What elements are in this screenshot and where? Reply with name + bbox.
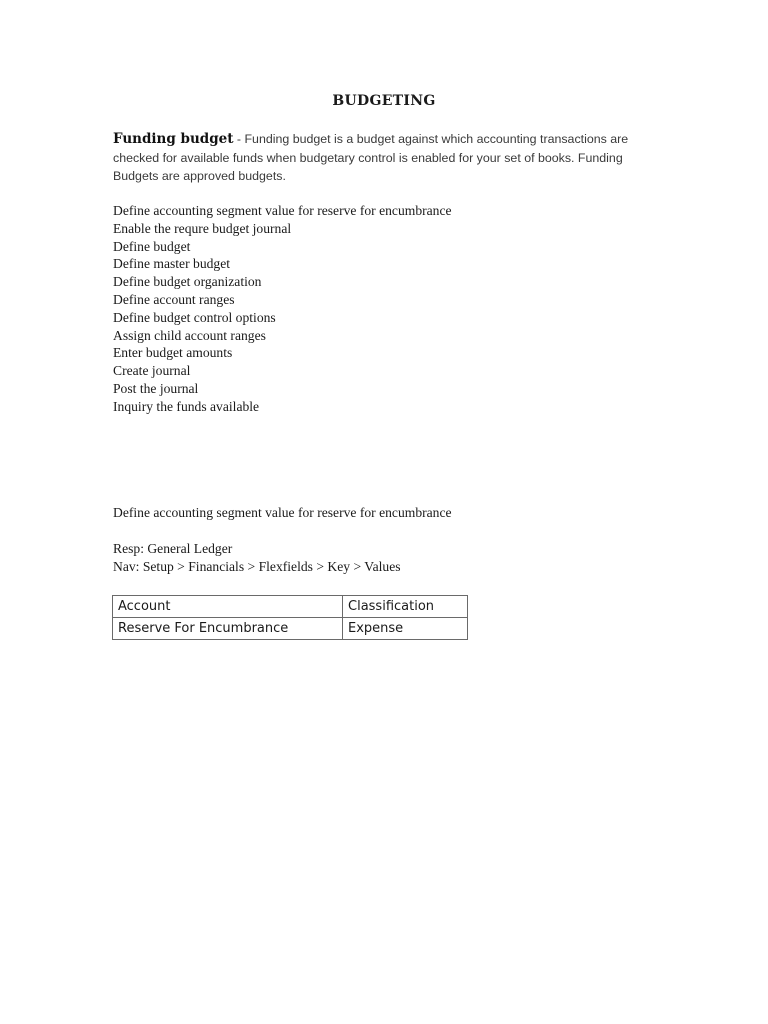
section-heading: Define accounting segment value for reserve for encumbrance <box>113 505 452 520</box>
account-classification-table <box>112 595 468 640</box>
intro-term: Funding budget <box>113 131 234 147</box>
step-item: Define budget <box>113 238 191 254</box>
table-cell-account: Reserve For Encumbrance <box>113 618 343 640</box>
step-item: Define budget organization <box>113 274 262 290</box>
step-item: Define master budget <box>113 256 231 272</box>
table-cell-classification: Expense <box>343 618 468 640</box>
navigation-path: Nav: Setup > Financials > Flexfields > Key > Values <box>113 559 401 574</box>
table-header-row <box>113 596 468 618</box>
step-item: Define accounting segment value for reserve for encumbrance <box>113 203 452 218</box>
table-header-classification: Classification <box>343 596 468 618</box>
intro-separator: - <box>233 132 245 146</box>
step-item: Enable the requre budget journal <box>113 220 292 236</box>
step-item: Post the journal <box>113 380 199 396</box>
step-item: Enter budget amounts <box>113 345 233 361</box>
step-item: Define account ranges <box>113 291 235 307</box>
intro-text: Funding budget is a budget against which accounting transactions are checked for available funds when budgetary control is enabled for your set of books. Funding Budgets are approved budgets. <box>113 132 629 183</box>
steps-list <box>113 202 452 416</box>
step-item: Assign child account ranges <box>113 327 266 343</box>
intro-paragraph <box>113 130 643 186</box>
step-item: Inquiry the funds available <box>113 398 260 414</box>
table-header-account: Account <box>113 596 343 618</box>
responsibility-line: Resp: General Ledger <box>113 541 233 556</box>
step-item: Define budget control options <box>113 309 276 325</box>
step-item: Create journal <box>113 363 191 379</box>
table-row <box>113 618 468 640</box>
page-title: BUDGETING <box>332 93 436 109</box>
